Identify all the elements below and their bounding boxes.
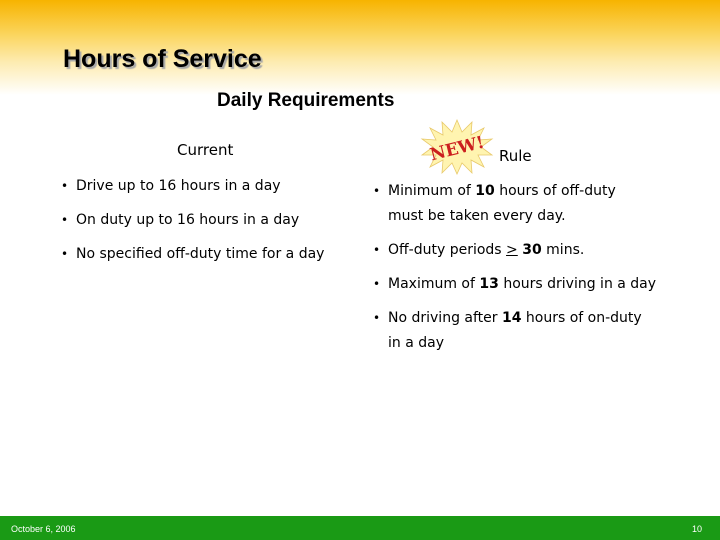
bullet-icon: • [61,247,69,261]
list-item-text: No driving after 14 hours of on-duty [388,310,642,326]
current-column-heading: Current [177,141,234,159]
list-item [61,208,324,233]
footer-bar [0,516,720,540]
list-item-text: On duty up to 16 hours in a day [76,212,300,228]
list-item-text-line2: in a day [388,335,444,351]
list-item [61,174,324,199]
new-badge-text: NEW! [428,132,487,166]
bullet-icon: • [61,213,69,227]
list-item-text: Maximum of 13 hours driving in a day [388,276,657,292]
list-item-text-line2: must be taken every day. [388,208,566,224]
list-item-text: Off-duty periods > 30 mins. [388,242,585,258]
list-item-text: Drive up to 16 hours in a day [76,178,281,194]
bullet-icon: • [61,179,69,193]
list-item-text: No specified off-duty time for a day [76,246,325,262]
list-item [373,272,656,297]
bullet-icon: • [373,277,381,291]
list-item [373,238,656,263]
slide-subtitle: Daily Requirements [217,90,395,111]
bullet-icon: • [373,243,381,257]
list-item [61,242,324,267]
rule-column-heading: Rule [499,147,532,165]
current-list [61,174,324,276]
list-item [373,306,656,356]
bullet-icon: • [373,311,381,325]
footer-date: October 6, 2006 [11,524,76,534]
page-number: 10 [691,524,702,534]
new-badge-icon [420,118,494,176]
list-item-text: Minimum of 10 hours of off-duty [388,183,616,199]
slide-title: Hours of Service [63,45,262,73]
list-item [373,179,656,229]
bullet-icon: • [373,184,381,198]
rule-list [373,179,656,365]
